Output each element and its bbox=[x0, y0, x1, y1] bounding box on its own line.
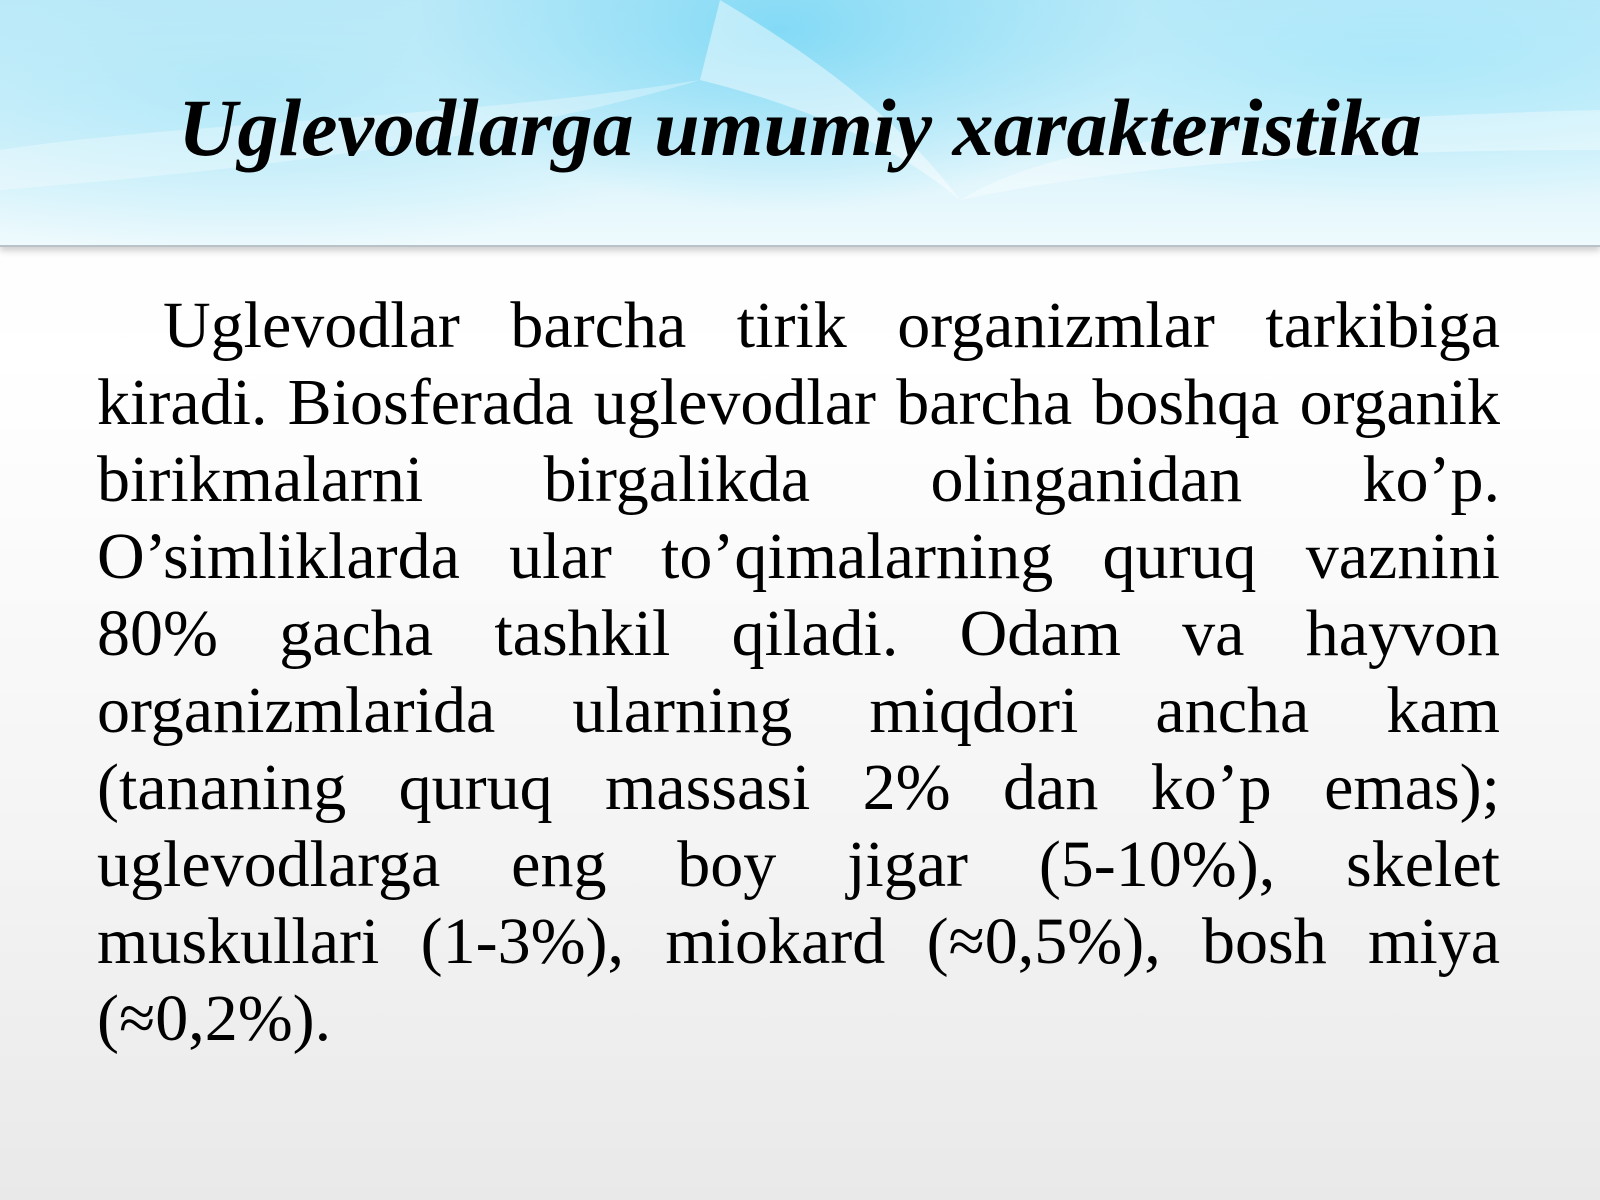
body-paragraph: Uglevodlar barcha tirik organizmlar tarkibiga kiradi. Biosferada uglevodlar barcha boshqa organik birikmalarni birgalikda olinganidan ko’p. O’simliklarda ular to’qimalarning quruq vaznini 80% gacha tashkil qiladi. Odam va hayvon organizmlarida ularning miqdori ancha kam (tananing quruq massasi 2% dan ko’p emas); uglevodlarga eng boy jigar (5-10%), skelet muskullari (1-3%), miokard (≈0,5%), bosh miya (≈0,2%). bbox=[97, 289, 1500, 1055]
title-banner bbox=[0, 0, 1600, 247]
slide-title: Uglevodlarga umumiy xarakteristika bbox=[178, 82, 1422, 173]
